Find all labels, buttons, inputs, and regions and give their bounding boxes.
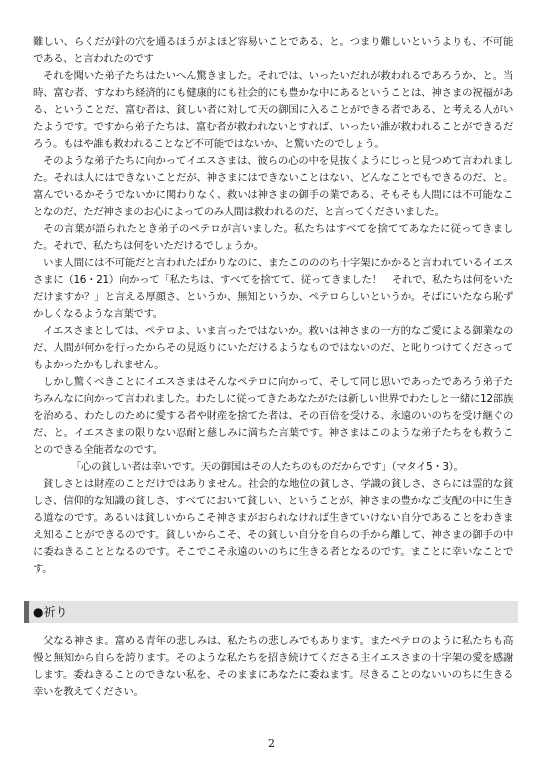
sermon-body	[33, 34, 513, 578]
body-paragraph: いま人間には不可能だと言われたばかりなのに、またこのののち十字架にかかると言われているイエスさまに（16・21）向かって「私たちは、すべてを捨てて、従ってきました！ それで、私たちは何をいただけますか？」と言える厚顔さ、というか、無知というか、ペテロらしいというか。そばにいたなら恥ずかしくなるような言葉です。	[33, 257, 513, 320]
prayer-paragraph: 父なる神さま。富める青年の悲しみは、私たちの悲しみでもあります。またペテロのように私たちも高慢と無知から自らを誇ります。そのような私たちを招き続けてくださる主イエスさまの十字架の愛を感謝します。委ねきることのできない私を、そのままにあなたに委ねます。尽きることのないいのちに生きる幸いを教えてください。	[33, 635, 513, 698]
body-paragraph: 貧しさとは財産のことだけではありません。社会的な地位の貧しさ、学識の貧しさ、さらには霊的な貧しさ、信仰的な知識の貧しさ、すべてにおいて貧しい、ということが、神さまの豊かなご支配の中に生きる道なのです。あるいは貧しいからこそ神さまがおられなければ生きていけない自分であることをわきまえ知ることができるのです。貧しいからこそ、その貧しい自分を自らの手から離して、神さまの御手の中に委ねきることとなるのです。そこでこそ永遠のいのちに生きる者となるのです。まことに幸いなことです。	[33, 478, 514, 575]
page-number: 2	[268, 737, 275, 750]
body-paragraph: その言葉が語られたとき弟子のペテロが言いました。私たちはすべてを捨ててあなたに従ってきました。それで、私たちは何をいただけるでしょうか。	[33, 223, 513, 252]
prayer-heading-text: ●祈り	[33, 605, 68, 619]
body-paragraph: それを聞いた弟子たちはたいへん驚きました。それでは、いったいだれが救われるであろうか、と。当時、富む者、すなわち経済的にも健康的にも社会的にも豊かな中にあるということは、神さまの祝福がある、ということだ、富む者は、貧しい者に対して天の御国に入ることができる者である、と考える人がいたようです。ですから弟子たちは、富む者が救われないとすれば、いったい誰が救われることができるだろう。もはや誰も救われることなど不可能ではないか、と驚いたのでしょう。	[33, 70, 513, 150]
body-paragraph: 難しい、らくだが針の穴を通るほうがよほど容易いことである、と。つまり難しいというよりも、不可能である、と言われたのです	[33, 36, 513, 65]
body-paragraph: しかし驚くべきことにイエスさまはそんなペテロに向かって、そして同じ思いであったであろう弟子たちみんなに向かって言われました。わたしに従ってきたあなたがたは新しい世界でわたしと一緒に12部族を治める、わたしのために愛する者や財産を捨てた者は、その百倍を受ける、永遠のいのちを受け継ぐのだ、と。イエスさまの限りない忍耐と慈しみに満ちた言葉です。神さまはこのような弟子たちをも救うことのできる全能者なのです。	[33, 376, 513, 456]
body-paragraph: そのような弟子たちに向かってイエスさまは、彼らの心の中を見抜くようにじっと見つめて言われました。それは人にはできないことだが、神さまにはできないことはない、どんなことでもできるのだ、と。富んでいるかそうでないかに関わりなく、救いは神さまの御手の業である、そもそも人間には不可能なことなのだ、ただ神さまのお心によってのみ人間は救われるのだ、と言ってくださいました。	[33, 155, 513, 218]
prayer-section-heading	[24, 601, 518, 623]
prayer-body	[33, 633, 513, 701]
scripture-quote: 「心の貧しい者は幸いです。天の御国はその人たちのものだからです」（マタイ5・3）。	[71, 461, 464, 473]
body-paragraph: イエスさまとしては、ペテロよ、いま言ったではないか。救いは神さまの一方的なご愛による御業なのだ、人間が何かを行ったからその見返りにいただけるようなものではないのだ、と叱りつけてくださってもよかったかもしれません。	[33, 325, 513, 371]
